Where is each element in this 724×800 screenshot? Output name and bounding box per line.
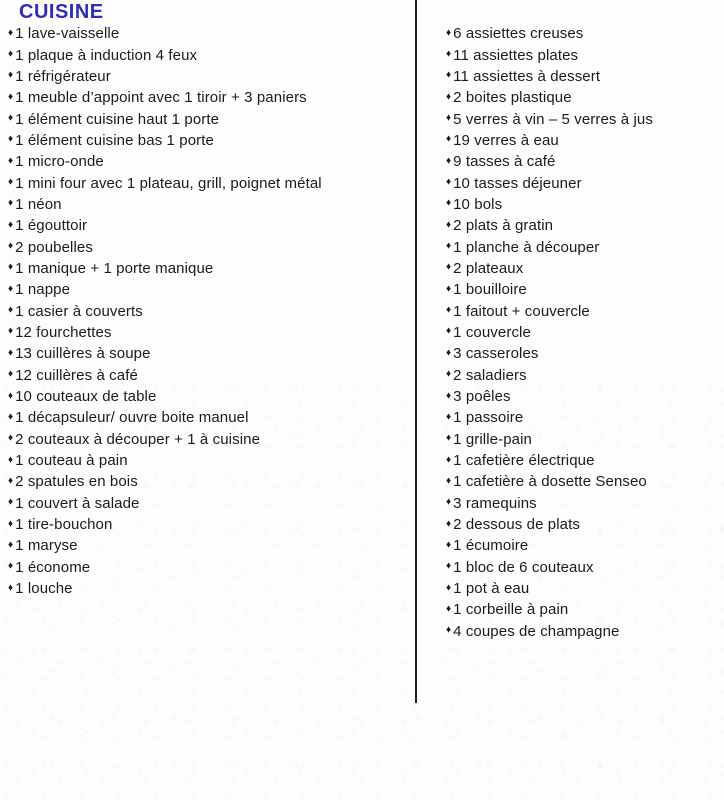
diamond-bullet-icon: ♦: [8, 475, 14, 487]
item-label: 1 bouilloire: [453, 281, 527, 299]
item-label: 3 casseroles: [453, 345, 539, 363]
list-item: [8, 172, 408, 193]
item-label: 1 lave-vaisselle: [15, 25, 120, 43]
list-item: [8, 236, 408, 257]
list-item: [8, 343, 408, 364]
list-item: [446, 493, 718, 514]
item-label: 1 corbeille à pain: [453, 601, 569, 619]
list-item: [8, 279, 408, 300]
diamond-bullet-icon: ♦: [8, 261, 14, 273]
inventory-column-right: [446, 23, 718, 642]
item-label: 1 décapsuleur/ ouvre boite manuel: [15, 409, 249, 427]
diamond-bullet-icon: ♦: [8, 560, 14, 572]
list-item: [8, 514, 408, 535]
diamond-bullet-icon: ♦: [8, 155, 14, 167]
item-label: 1 élément cuisine bas 1 porte: [15, 131, 214, 149]
diamond-bullet-icon: ♦: [8, 411, 14, 423]
item-label: 1 écumoire: [453, 537, 529, 555]
list-item: [446, 407, 718, 428]
item-label: 1 planche à découper: [453, 238, 600, 256]
diamond-bullet-icon: ♦: [8, 176, 14, 188]
list-item: [8, 151, 408, 172]
diamond-bullet-icon: ♦: [8, 518, 14, 530]
item-label: 2 plats à gratin: [453, 217, 554, 235]
diamond-bullet-icon: ♦: [446, 560, 452, 572]
item-label: 3 ramequins: [453, 494, 537, 512]
list-item: [8, 23, 408, 44]
item-label: 1 meuble d’appoint avec 1 tiroir + 3 paniers: [15, 89, 307, 107]
diamond-bullet-icon: ♦: [446, 454, 452, 466]
diamond-bullet-icon: ♦: [446, 176, 452, 188]
item-label: 11 assiettes plates: [453, 46, 579, 64]
item-label: 1 nappe: [15, 281, 71, 299]
diamond-bullet-icon: ♦: [8, 432, 14, 444]
item-label: 1 pot à eau: [453, 580, 530, 598]
diamond-bullet-icon: ♦: [446, 325, 452, 337]
diamond-bullet-icon: ♦: [446, 48, 452, 60]
item-label: 1 tire-bouchon: [15, 516, 113, 534]
list-item: [8, 258, 408, 279]
list-item: [446, 471, 718, 492]
list-item: [8, 471, 408, 492]
diamond-bullet-icon: ♦: [446, 368, 452, 380]
list-item: [446, 535, 718, 556]
list-item: [446, 322, 718, 343]
item-label: 11 assiettes à dessert: [453, 67, 601, 85]
list-item: [8, 493, 408, 514]
item-label: 1 manique + 1 porte manique: [15, 259, 214, 277]
list-item: [8, 578, 408, 599]
item-label: 1 bloc de 6 couteaux: [453, 558, 594, 576]
diamond-bullet-icon: ♦: [446, 347, 452, 359]
diamond-bullet-icon: ♦: [446, 496, 452, 508]
list-item: [446, 44, 718, 65]
page-title: CUISINE: [19, 1, 104, 23]
list-item: [446, 386, 718, 407]
list-item: [8, 44, 408, 65]
diamond-bullet-icon: ♦: [8, 27, 14, 39]
diamond-bullet-icon: ♦: [8, 69, 14, 81]
list-item: [8, 557, 408, 578]
item-label: 2 plateaux: [453, 259, 524, 277]
list-item: [446, 599, 718, 620]
diamond-bullet-icon: ♦: [446, 197, 452, 209]
list-item: [446, 66, 718, 87]
item-label: 1 néon: [15, 195, 62, 213]
list-item: [446, 194, 718, 215]
diamond-bullet-icon: ♦: [8, 91, 14, 103]
item-label: 4 coupes de champagne: [453, 622, 620, 640]
diamond-bullet-icon: ♦: [8, 48, 14, 60]
list-item: [8, 450, 408, 471]
list-item: [8, 429, 408, 450]
item-label: 2 boites plastique: [453, 89, 572, 107]
list-item: [446, 300, 718, 321]
item-label: 1 égouttoir: [15, 217, 88, 235]
diamond-bullet-icon: ♦: [8, 368, 14, 380]
list-item: [446, 621, 718, 642]
diamond-bullet-icon: ♦: [446, 133, 452, 145]
diamond-bullet-icon: ♦: [446, 69, 452, 81]
list-item: [8, 300, 408, 321]
diamond-bullet-icon: ♦: [8, 347, 14, 359]
diamond-bullet-icon: ♦: [446, 219, 452, 231]
diamond-bullet-icon: ♦: [446, 624, 452, 636]
item-label: 1 couteau à pain: [15, 452, 128, 470]
list-item: [446, 557, 718, 578]
list-item: [446, 429, 718, 450]
diamond-bullet-icon: ♦: [8, 240, 14, 252]
list-item: [8, 108, 408, 129]
diamond-bullet-icon: ♦: [8, 133, 14, 145]
diamond-bullet-icon: ♦: [8, 197, 14, 209]
item-label: 9 tasses à café: [453, 153, 556, 171]
list-item: [446, 514, 718, 535]
list-item: [446, 108, 718, 129]
diamond-bullet-icon: ♦: [446, 603, 452, 615]
item-label: 2 poubelles: [15, 238, 93, 256]
list-item: [446, 87, 718, 108]
inventory-column-left: [8, 23, 408, 599]
diamond-bullet-icon: ♦: [446, 91, 452, 103]
item-label: 3 poêles: [453, 388, 511, 406]
diamond-bullet-icon: ♦: [446, 155, 452, 167]
item-label: 13 cuillères à soupe: [15, 345, 151, 363]
list-item: [446, 236, 718, 257]
item-label: 10 couteaux de table: [15, 388, 157, 406]
list-item: [8, 322, 408, 343]
diamond-bullet-icon: ♦: [446, 112, 452, 124]
diamond-bullet-icon: ♦: [446, 475, 452, 487]
list-item: [446, 172, 718, 193]
item-label: 1 cafetière électrique: [453, 452, 595, 470]
item-label: 6 assiettes creuses: [453, 25, 584, 43]
diamond-bullet-icon: ♦: [8, 219, 14, 231]
list-item: [8, 130, 408, 151]
diamond-bullet-icon: ♦: [8, 283, 14, 295]
item-label: 12 cuillères à café: [15, 366, 138, 384]
item-label: 1 passoire: [453, 409, 524, 427]
list-item: [446, 578, 718, 599]
column-divider: [415, 0, 417, 703]
diamond-bullet-icon: ♦: [8, 112, 14, 124]
list-item: [446, 151, 718, 172]
list-item: [446, 130, 718, 151]
item-label: 2 saladiers: [453, 366, 527, 384]
list-item: [8, 66, 408, 87]
list-item: [8, 215, 408, 236]
diamond-bullet-icon: ♦: [446, 304, 452, 316]
diamond-bullet-icon: ♦: [446, 518, 452, 530]
item-label: 1 cafetière à dosette Senseo: [453, 473, 647, 491]
item-label: 1 plaque à induction 4 feux: [15, 46, 198, 64]
list-item: [8, 87, 408, 108]
item-label: 10 tasses déjeuner: [453, 174, 582, 192]
diamond-bullet-icon: ♦: [8, 454, 14, 466]
list-item: [8, 365, 408, 386]
diamond-bullet-icon: ♦: [446, 539, 452, 551]
diamond-bullet-icon: ♦: [446, 240, 452, 252]
item-label: 1 grille-pain: [453, 430, 532, 448]
diamond-bullet-icon: ♦: [8, 390, 14, 402]
list-item: [446, 365, 718, 386]
list-item: [446, 215, 718, 236]
list-item: [446, 343, 718, 364]
list-item: [446, 23, 718, 44]
diamond-bullet-icon: ♦: [8, 582, 14, 594]
item-label: 2 spatules en bois: [15, 473, 138, 491]
list-item: [446, 258, 718, 279]
item-label: 2 dessous de plats: [453, 516, 580, 534]
item-label: 1 réfrigérateur: [15, 67, 111, 85]
list-item: [8, 407, 408, 428]
item-label: 1 louche: [15, 580, 73, 598]
item-label: 1 couvercle: [453, 323, 531, 341]
list-item: [8, 386, 408, 407]
diamond-bullet-icon: ♦: [8, 304, 14, 316]
diamond-bullet-icon: ♦: [446, 411, 452, 423]
item-label: 1 couvert à salade: [15, 494, 140, 512]
item-label: 2 couteaux à découper + 1 à cuisine: [15, 430, 261, 448]
list-item: [8, 194, 408, 215]
diamond-bullet-icon: ♦: [446, 582, 452, 594]
diamond-bullet-icon: ♦: [446, 432, 452, 444]
diamond-bullet-icon: ♦: [446, 390, 452, 402]
item-label: 1 économe: [15, 558, 91, 576]
item-label: 1 micro-onde: [15, 153, 104, 171]
item-label: 1 faitout + couvercle: [453, 302, 590, 320]
diamond-bullet-icon: ♦: [8, 325, 14, 337]
list-item: [446, 279, 718, 300]
item-label: 1 mini four avec 1 plateau, grill, poignet métal: [15, 174, 322, 192]
item-label: 10 bols: [453, 195, 503, 213]
item-label: 1 maryse: [15, 537, 78, 555]
item-label: 19 verres à eau: [453, 131, 559, 149]
list-item: [446, 450, 718, 471]
list-item: [8, 535, 408, 556]
diamond-bullet-icon: ♦: [8, 539, 14, 551]
diamond-bullet-icon: ♦: [446, 27, 452, 39]
diamond-bullet-icon: ♦: [446, 283, 452, 295]
item-label: 5 verres à vin – 5 verres à jus: [453, 110, 653, 128]
diamond-bullet-icon: ♦: [8, 496, 14, 508]
diamond-bullet-icon: ♦: [446, 261, 452, 273]
item-label: 12 fourchettes: [15, 323, 112, 341]
item-label: 1 casier à couverts: [15, 302, 143, 320]
item-label: 1 élément cuisine haut 1 porte: [15, 110, 220, 128]
